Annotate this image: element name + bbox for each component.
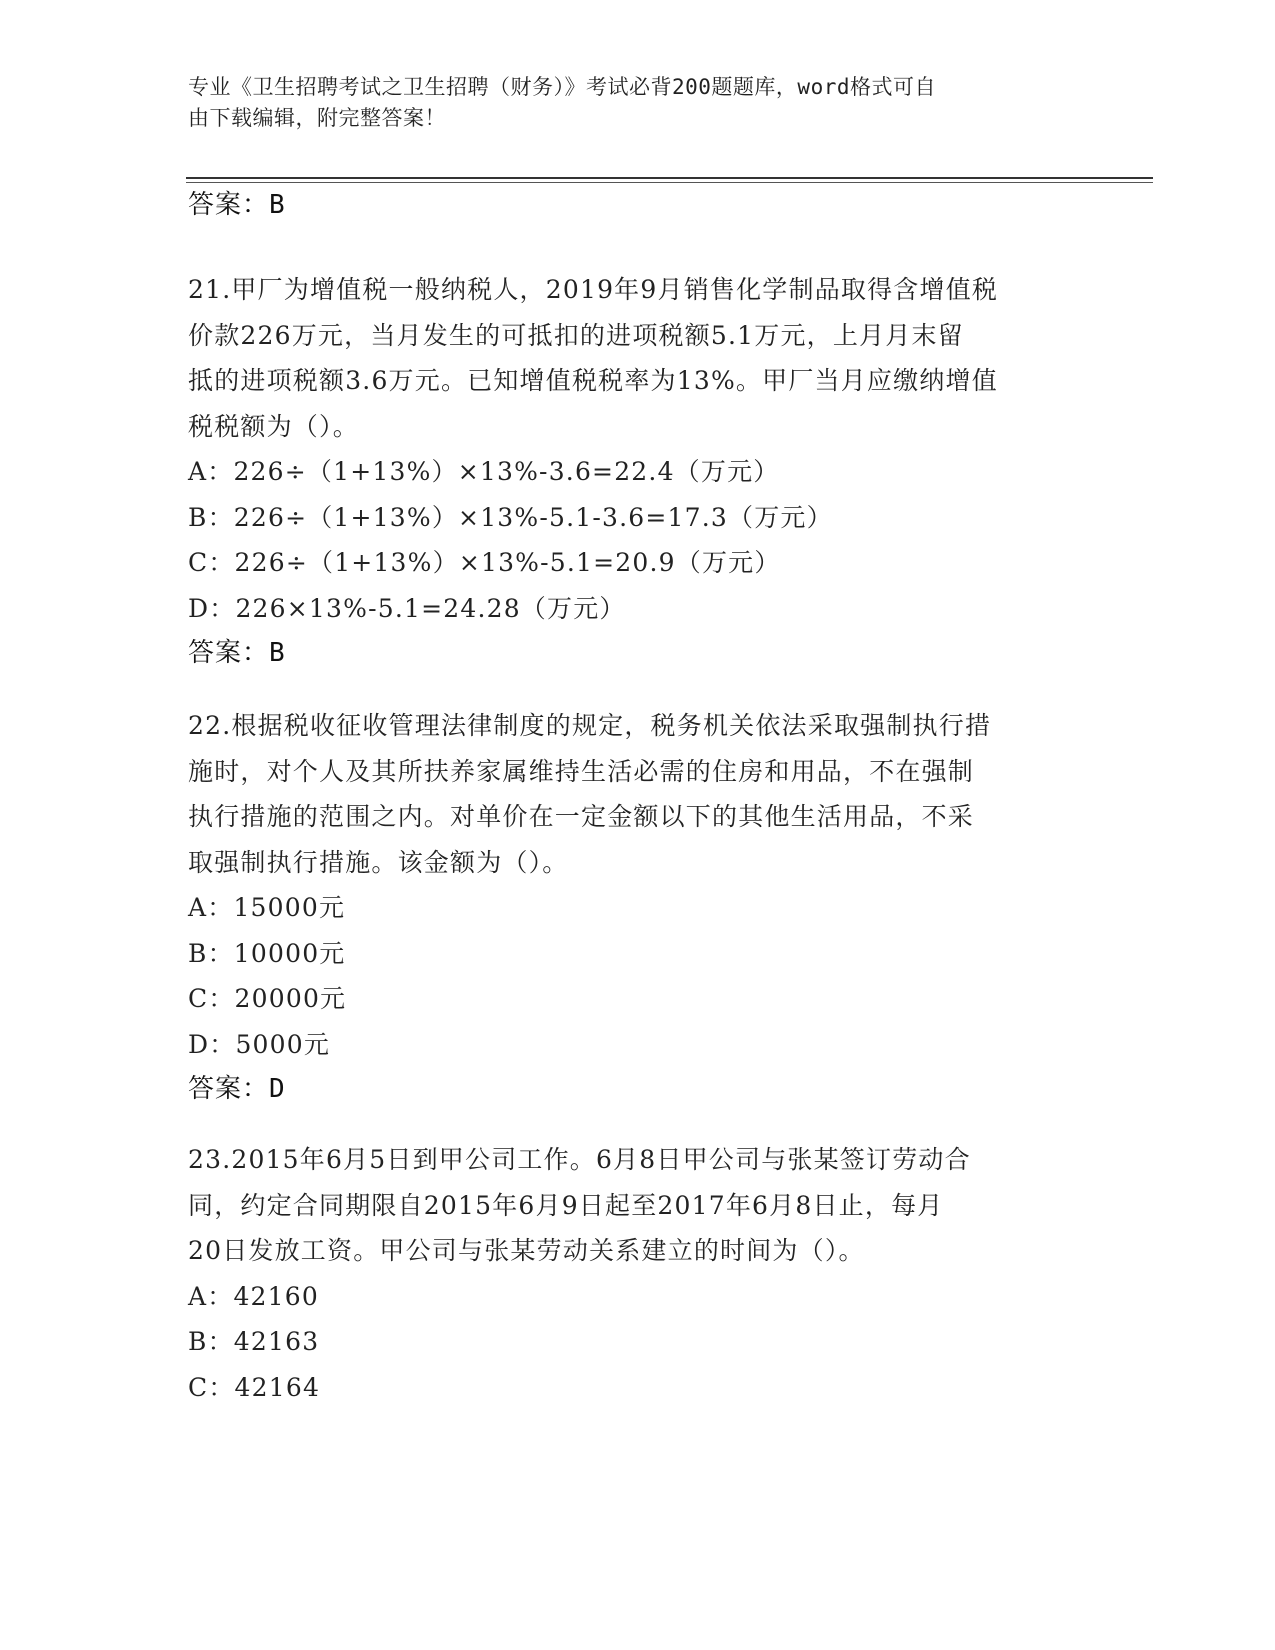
- option-c: C：226÷（1+13%）×13%-5.1=20.9（万元）: [188, 548, 781, 577]
- question-23: [188, 1137, 1088, 1410]
- option-b: B：226÷（1+13%）×13%-5.1-3.6=17.3（万元）: [188, 502, 833, 532]
- question-stem-line: 20日发放工资。甲公司与张某劳动关系建立的时间为（）。: [188, 1236, 865, 1265]
- option-d: D：226×13%-5.1=24.28（万元）: [188, 593, 626, 623]
- option-b: B：42163: [188, 1327, 320, 1356]
- question-stem-line: 取强制执行措施。该金额为（）。: [188, 847, 569, 877]
- question-stem-line: 22.根据税收征收管理法律制度的规定，税务机关依法采取强制执行措: [188, 711, 992, 740]
- option-d: D：5000元: [188, 1029, 331, 1059]
- option-a: A：42160: [188, 1281, 319, 1311]
- header-line: 专业《卫生招聘考试之卫生招聘（财务）》考试必背200题题库，word格式可自: [188, 75, 936, 99]
- previous-answer-block: [188, 183, 1088, 229]
- document-header: [188, 72, 1068, 134]
- option-c: C：20000元: [188, 984, 347, 1013]
- option-a: A：15000元: [188, 893, 346, 922]
- option-c: C：42164: [188, 1372, 321, 1402]
- answer-line: 答案：B: [188, 638, 286, 668]
- option-a: A：226÷（1+13%）×13%-3.6=22.4（万元）: [188, 457, 780, 486]
- answer-line: 答案：B: [188, 190, 286, 220]
- header-line: 由下载编辑，附完整答案！: [188, 106, 446, 130]
- option-b: B：10000元: [188, 938, 346, 968]
- question-22: [188, 703, 1088, 1113]
- question-stem-line: 21.甲厂为增值税一般纳税人，2019年9月销售化学制品取得含增值税: [188, 275, 999, 304]
- answer-line: 答案：D: [188, 1074, 286, 1104]
- question-stem-line: 价款226万元，当月发生的可抵扣的进项税额5.1万元，上月月末留: [188, 320, 964, 350]
- question-stem-line: 施时，对个人及其所扶养家属维持生活必需的住房和用品，不在强制: [188, 756, 975, 786]
- question-stem-line: 执行措施的范围之内。对单价在一定金额以下的其他生活用品，不采: [188, 802, 975, 831]
- question-stem-line: 抵的进项税额3.6万元。已知增值税税率为13%。甲厂当月应缴纳增值: [188, 366, 998, 395]
- question-stem-line: 同，约定合同期限自2015年6月9日起至2017年6月8日止，每月: [188, 1190, 944, 1220]
- question-stem-line: 23.2015年6月5日到甲公司工作。6月8日甲公司与张某签订劳动合: [188, 1145, 971, 1174]
- question-stem-line: 税税额为（）。: [188, 411, 359, 441]
- header-divider: [186, 177, 1153, 179]
- question-21: [188, 267, 1088, 677]
